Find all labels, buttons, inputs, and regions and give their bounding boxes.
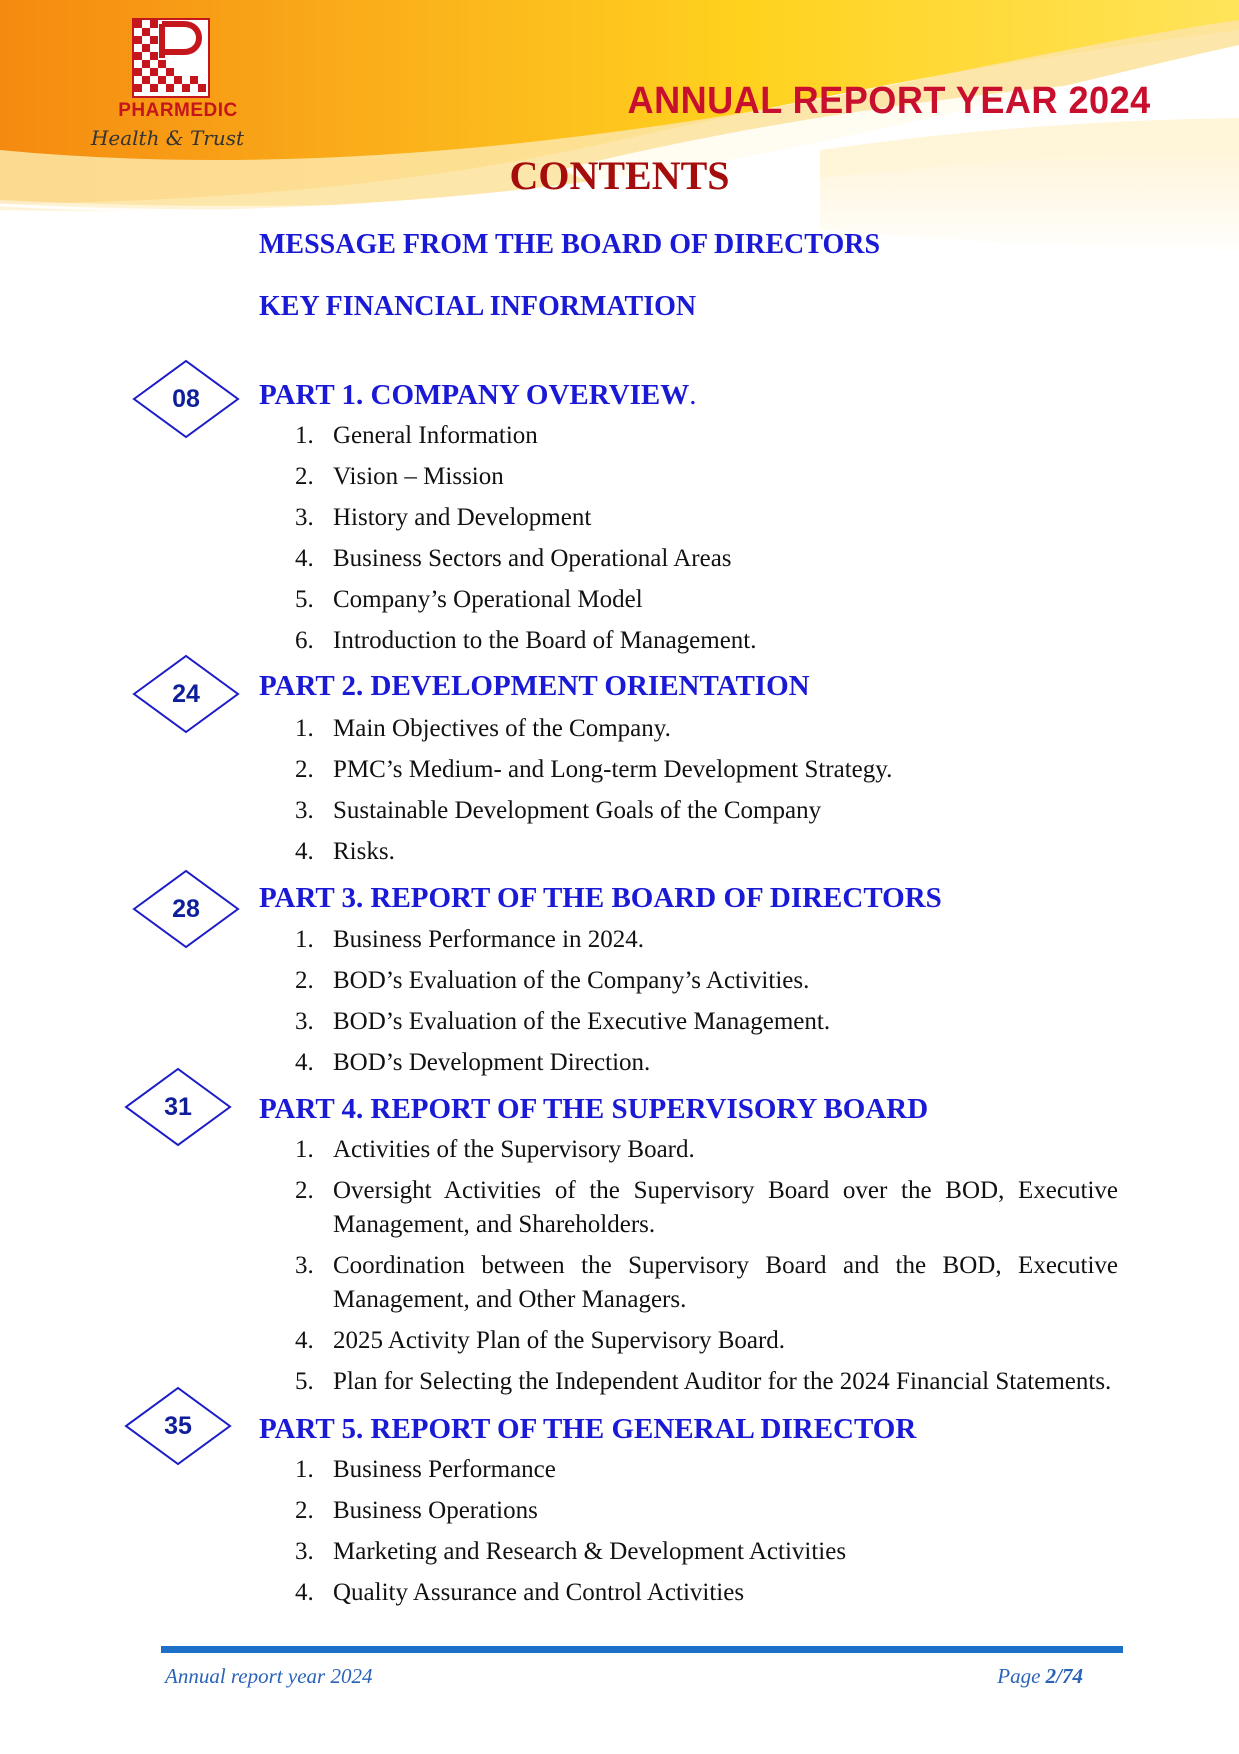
part-items — [295, 712, 1118, 876]
footer-divider — [161, 1646, 1123, 1653]
logo-tagline: Health & Trust — [90, 126, 245, 150]
toc-item[interactable]: 4. BOD’s Development Direction. — [295, 1049, 651, 1076]
page-number[interactable]: 31 — [164, 1093, 192, 1121]
logo-mark-icon — [132, 18, 210, 98]
toc-item[interactable]: 4. Quality Assurance and Control Activities — [295, 1579, 745, 1606]
part-items — [295, 1133, 1118, 1406]
contents-title: CONTENTS — [509, 153, 730, 198]
toc-item[interactable]: 4. 2025 Activity Plan of the Supervisory Board. — [295, 1327, 786, 1354]
toc-heading-financial[interactable]: KEY FINANCIAL INFORMATION — [259, 291, 697, 322]
toc-item[interactable]: 3. BOD’s Evaluation of the Executive Management. — [295, 1008, 831, 1035]
footer-report-name: Annual report year 2024 — [165, 1664, 373, 1688]
footer-page-indicator: Page 2/74 — [997, 1664, 1083, 1688]
toc-item[interactable]: 1. Business Performance in 2024. — [295, 926, 645, 953]
part-title[interactable]: PART 4. REPORT OF THE SUPERVISORY BOARD — [259, 1093, 929, 1125]
toc-item[interactable]: 2. Vision – Mission — [295, 463, 504, 490]
part-title[interactable]: PART 2. DEVELOPMENT ORIENTATION — [259, 670, 810, 702]
toc-item[interactable]: 3. Sustainable Development Goals of the Company — [295, 797, 822, 824]
toc-item[interactable]: 5. Plan for Selecting the Independent Auditor for the 2024 Financial Statements. — [295, 1368, 1112, 1395]
toc-item[interactable]: 2. Oversight Activities of the Supervisory Board over the BOD, Executive Management, and Shareholders. — [295, 1177, 1118, 1238]
toc-item[interactable]: 1. Activities of the Supervisory Board. — [295, 1136, 695, 1163]
toc-item[interactable]: 5. Company’s Operational Model — [295, 586, 643, 613]
toc-item[interactable]: 3. History and Development — [295, 504, 592, 531]
toc-item[interactable]: 4. Risks. — [295, 838, 395, 865]
footer-page-number: 2/74 — [1045, 1664, 1083, 1688]
part-items — [295, 1453, 1118, 1617]
toc-heading-message[interactable]: MESSAGE FROM THE BOARD OF DIRECTORS — [259, 229, 881, 260]
part-items — [295, 923, 1118, 1087]
part-title[interactable]: PART 3. REPORT OF THE BOARD OF DIRECTORS — [259, 882, 942, 914]
part-title[interactable]: PART 5. REPORT OF THE GENERAL DIRECTOR — [259, 1413, 917, 1445]
toc-item[interactable]: 6. Introduction to the Board of Management. — [295, 627, 757, 654]
report-title: ANNUAL REPORT YEAR 2024 — [627, 80, 1151, 122]
toc-item[interactable]: 4. Business Sectors and Operational Areas — [295, 545, 732, 572]
page-number[interactable]: 08 — [172, 385, 200, 413]
toc-item[interactable]: 3. Coordination between the Supervisory Board and the BOD, Executive Management, and Other Managers. — [295, 1252, 1118, 1313]
toc-item[interactable]: 2. Business Operations — [295, 1497, 538, 1524]
toc-item[interactable]: 3. Marketing and Research & Development Activities — [295, 1538, 847, 1565]
part-title[interactable]: PART 1. COMPANY OVERVIEW. — [259, 379, 697, 411]
toc-item[interactable]: 1. Business Performance — [295, 1456, 556, 1483]
toc-item[interactable]: 2. BOD’s Evaluation of the Company’s Activities. — [295, 967, 810, 994]
page-number[interactable]: 35 — [164, 1412, 192, 1440]
toc-item[interactable]: 1. Main Objectives of the Company. — [295, 715, 671, 742]
toc-item[interactable]: 1. General Information — [295, 422, 538, 449]
page-number[interactable]: 28 — [172, 895, 200, 923]
toc-item[interactable]: 2. PMC’s Medium- and Long-term Development Strategy. — [295, 756, 893, 783]
part-items — [295, 419, 1118, 665]
page-number[interactable]: 24 — [172, 680, 200, 708]
logo-name: PHARMEDIC — [118, 100, 238, 121]
